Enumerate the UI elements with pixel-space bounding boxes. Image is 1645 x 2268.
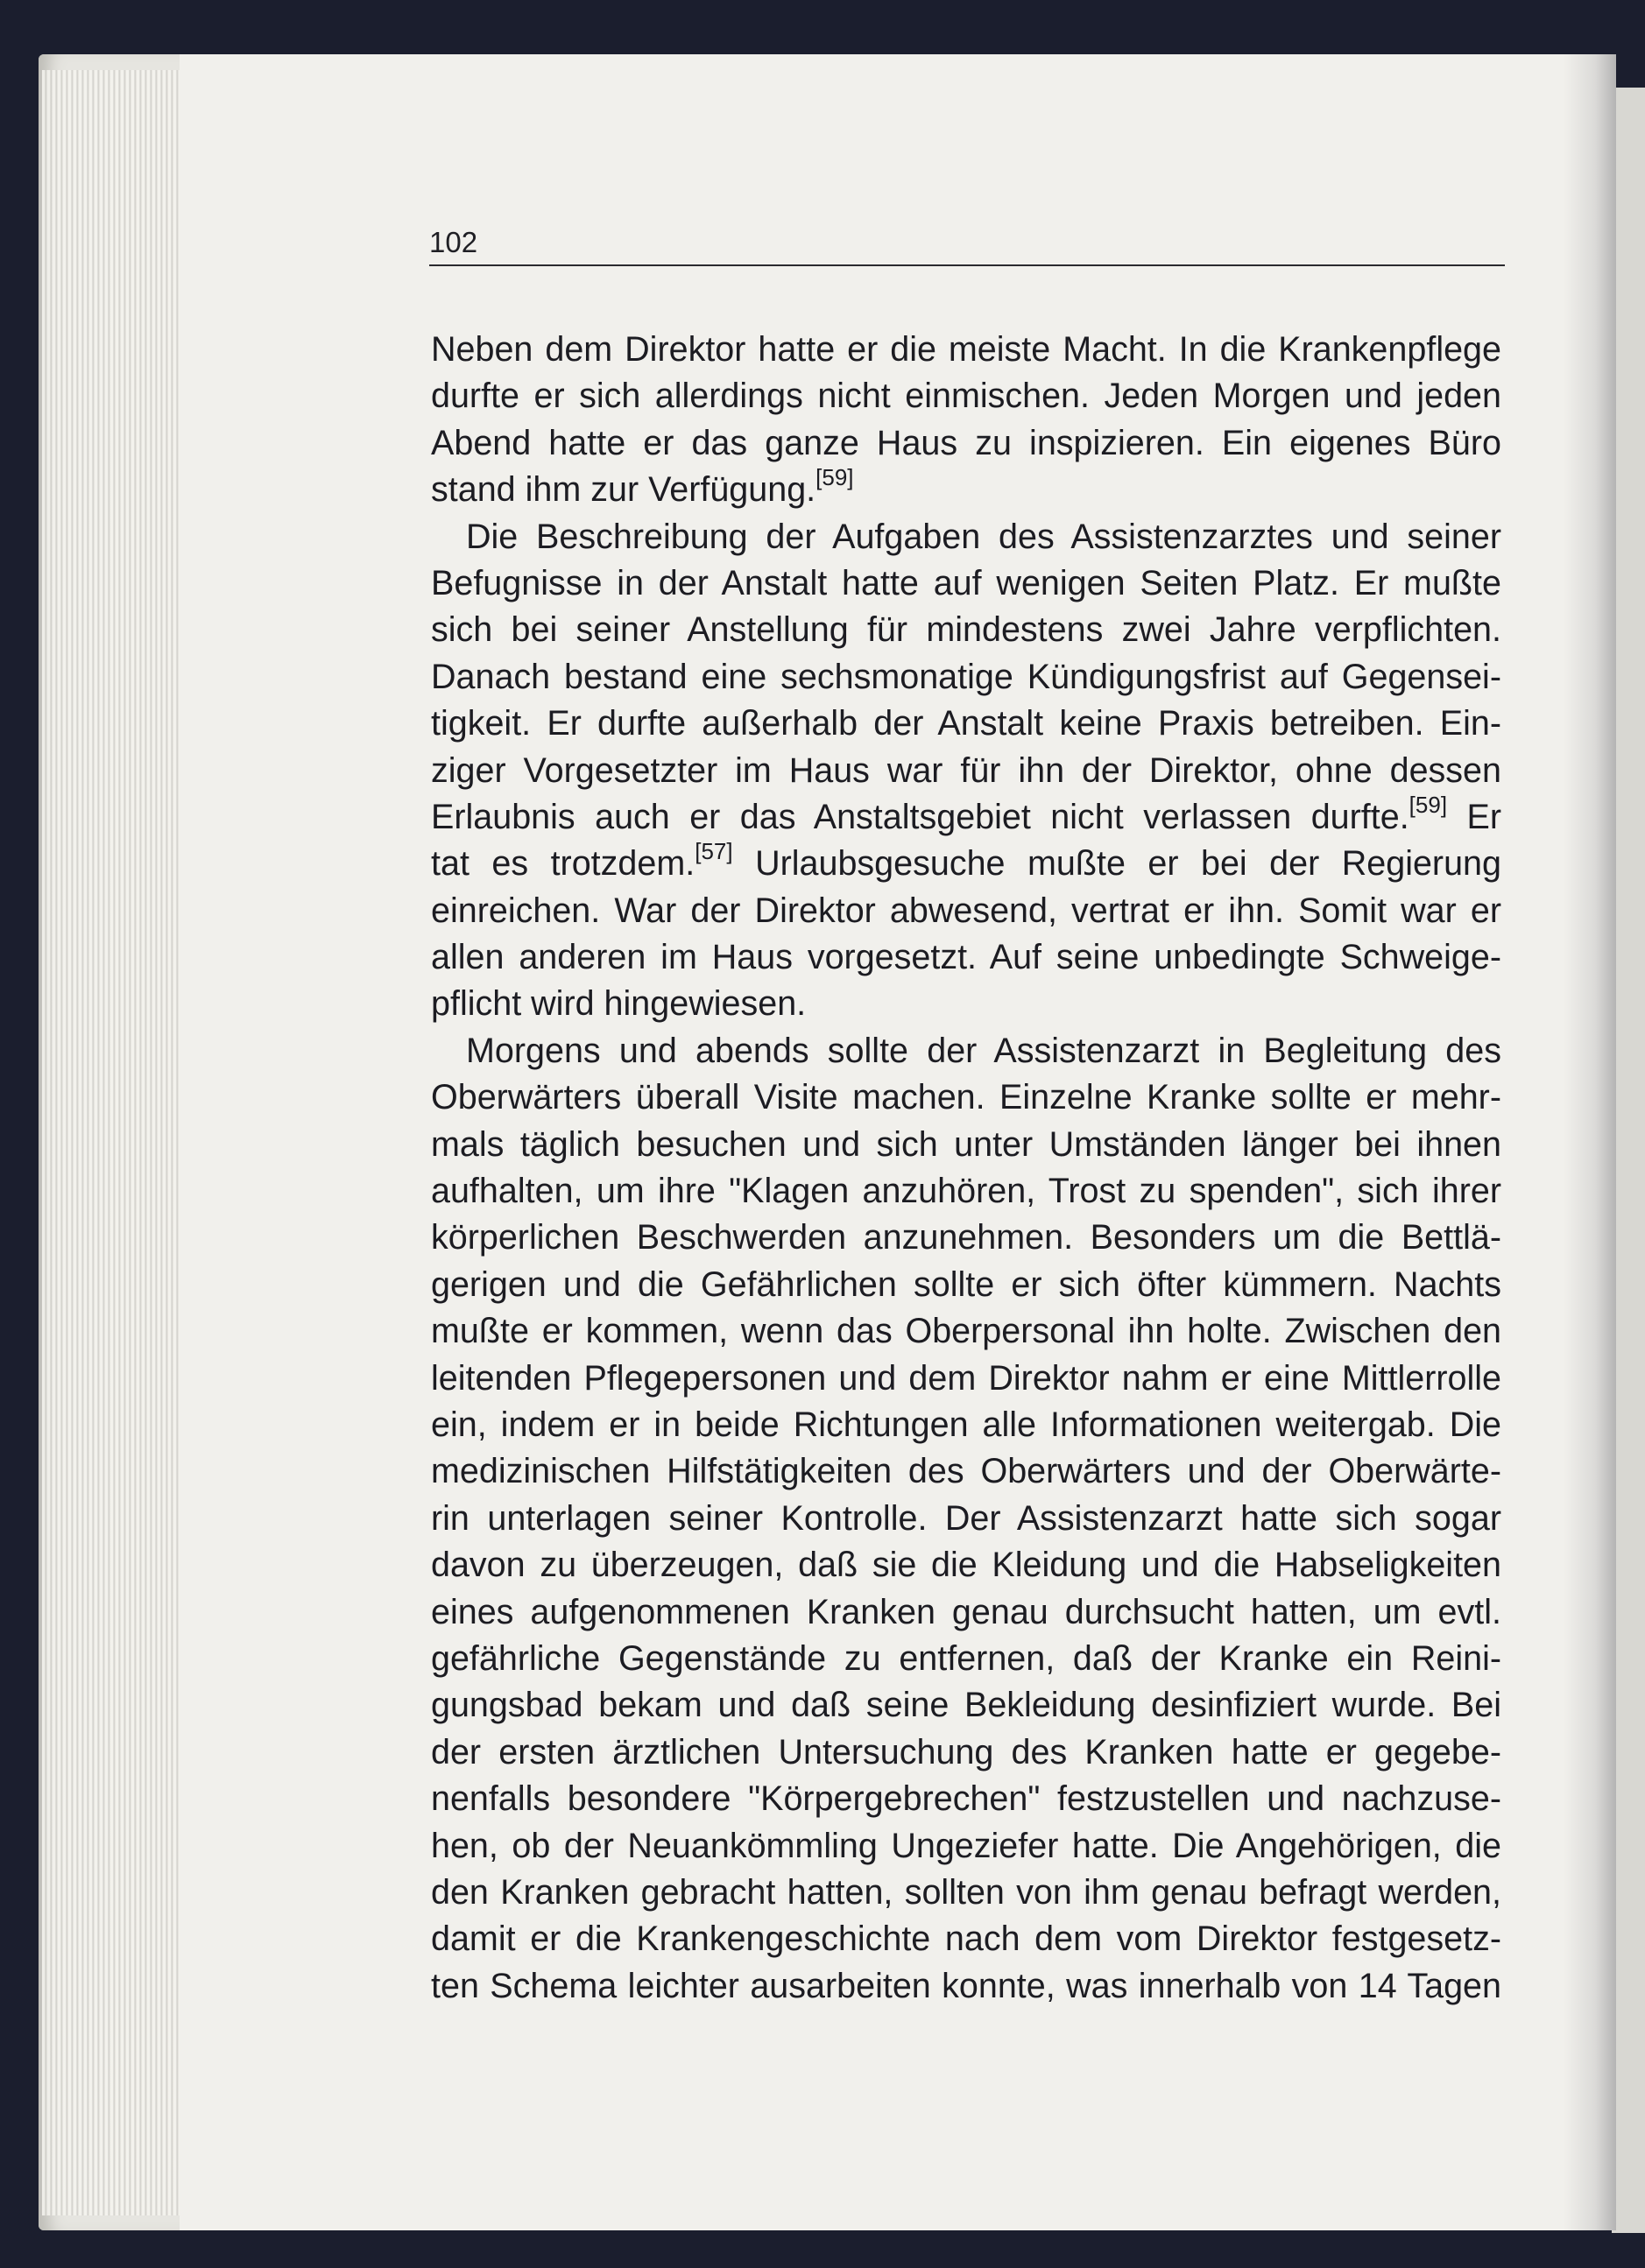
- line-text: mußte er kommen, wenn das Oberpersonal ihn holte. Zwischen den: [431, 1312, 1501, 1351]
- line-text: allen anderen im Haus vorgesetzt. Auf seine unbedingte Schweige-: [431, 938, 1501, 977]
- text-line: [431, 1636, 1501, 1682]
- text-line: [431, 1028, 1501, 1074]
- text-line: [431, 327, 1501, 373]
- line-text: damit er die Krankengeschichte nach dem vom Direktor festgesetz-: [431, 1919, 1501, 1959]
- text-line: [431, 607, 1501, 653]
- text-line: [431, 1262, 1501, 1308]
- text-line: [431, 1823, 1501, 1870]
- line-text: gungsbad bekam und daß seine Bekleidung desinfiziert wurde. Bei: [431, 1686, 1501, 1725]
- text-line: [431, 560, 1501, 607]
- line-text: ziger Vorgesetzter im Haus war für ihn der Direktor, ohne dessen: [431, 750, 1501, 790]
- text-line: [431, 1074, 1501, 1121]
- text-line: [431, 514, 1501, 560]
- line-text: medizinischen Hilfstätigkeiten des Oberwärters und der Oberwärte-: [431, 1452, 1501, 1491]
- text-line: [431, 791, 1501, 841]
- text-line: [431, 654, 1501, 701]
- text-line: [431, 888, 1501, 934]
- citation-ref: [59]: [815, 464, 854, 491]
- line-text: nenfalls besondere "Körpergebrechen" festzustellen und nachzuse-: [431, 1779, 1501, 1819]
- line-text: durfte er sich allerdings nicht einmischen. Jeden Morgen und jeden: [431, 377, 1501, 416]
- text-line: [431, 1402, 1501, 1448]
- line-text: gerigen und die Gefährlichen sollte er sich öfter kümmern. Nachts: [431, 1264, 1501, 1304]
- text-line: [431, 1870, 1501, 1916]
- text-line: [431, 1542, 1501, 1588]
- line-text: Neben dem Direktor hatte er die meiste Macht. In die Krankenpflege: [431, 330, 1501, 369]
- line-text: Erlaubnis auch er das Anstaltsgebiet nicht verlassen durfte.: [431, 797, 1409, 836]
- line-text: gefährliche Gegenstände zu entfernen, daß der Kranke ein Reini-: [431, 1638, 1501, 1678]
- facing-page-edge: [1612, 88, 1645, 2233]
- text-line: [431, 464, 1501, 513]
- text-line: [431, 1122, 1501, 1168]
- text-line: [431, 1308, 1501, 1355]
- line-text: einreichen. War der Direktor abwesend, vertrat er ihn. Somit war er: [431, 891, 1501, 930]
- line-text: tat es trotzdem.: [431, 844, 695, 884]
- line-text: Befugnisse in der Anstalt hatte auf wenigen Seiten Platz. Er mußte: [431, 563, 1501, 602]
- text-line: [431, 838, 1501, 887]
- text-line: [431, 1729, 1501, 1776]
- text-line: [431, 420, 1501, 467]
- line-text: tigkeit. Er durfte außerhalb der Anstalt keine Praxis betreiben. Ein-: [431, 704, 1501, 743]
- text-line: [431, 1496, 1501, 1542]
- text-line: [431, 934, 1501, 981]
- citation-ref: [57]: [695, 838, 733, 865]
- text-line: [431, 981, 1501, 1027]
- line-text: aufhalten, um ihre "Klagen anzuhören, Trost zu spenden", sich ihrer: [431, 1172, 1501, 1211]
- line-text: Morgens und abends sollte der Assistenzarzt in Begleitung des: [466, 1031, 1501, 1070]
- line-text: sich bei seiner Anstellung für mindestens zwei Jahre verpflichten.: [431, 610, 1501, 650]
- text-line: [431, 748, 1501, 794]
- text-line: [431, 1963, 1501, 2010]
- line-text: stand ihm zur Verfügung.: [431, 470, 816, 510]
- text-line: [431, 1682, 1501, 1729]
- body-text: [431, 327, 1501, 2010]
- spine-shadow: [1564, 54, 1616, 2230]
- citation-ref: [59]: [1408, 791, 1448, 818]
- line-text: davon zu überzeugen, daß sie die Kleidung und die Habseligkeiten: [431, 1546, 1501, 1585]
- line-text-after: Er: [1447, 797, 1501, 836]
- text-line: [431, 701, 1501, 747]
- line-text: ein, indem er in beide Richtungen alle Informationen weitergab. Die: [431, 1405, 1501, 1444]
- line-text: mals täglich besuchen und sich unter Umständen länger bei ihnen: [431, 1124, 1501, 1164]
- text-line: [431, 1356, 1501, 1402]
- line-text: eines aufgenommenen Kranken genau durchsucht hatten, um evtl.: [431, 1592, 1501, 1631]
- text-line: [431, 1916, 1501, 1962]
- text-line: [431, 1448, 1501, 1495]
- text-line: [431, 1776, 1501, 1822]
- line-text: Die Beschreibung der Aufgaben des Assistenzarztes und seiner: [466, 517, 1501, 556]
- line-text: leitenden Pflegepersonen und dem Direktor nahm er eine Mittlerrolle: [431, 1358, 1501, 1398]
- text-line: [431, 1589, 1501, 1636]
- line-text-after: Urlaubsgesuche mußte er bei der Regierung: [732, 844, 1501, 884]
- line-text: Oberwärters überall Visite machen. Einzelne Kranke sollte er mehr-: [431, 1078, 1501, 1117]
- line-text: den Kranken gebracht hatten, sollten von ihm genau befragt werden,: [431, 1872, 1501, 1912]
- line-text: pflicht wird hingewiesen.: [431, 984, 807, 1024]
- line-text: ten Schema leichter ausarbeiten konnte, was innerhalb von 14 Tagen: [431, 1966, 1501, 2005]
- text-line: [431, 1168, 1501, 1215]
- line-text: rin unterlagen seiner Kontrolle. Der Assistenzarzt hatte sich sogar: [431, 1498, 1501, 1538]
- page-number: 102: [429, 226, 478, 258]
- line-text: Abend hatte er das ganze Haus zu inspizieren. Ein eigenes Büro: [431, 423, 1501, 462]
- text-line: [431, 373, 1501, 419]
- line-text: der ersten ärztlichen Untersuchung des Kranken hatte er gegebe-: [431, 1732, 1501, 1771]
- text-line: [431, 1215, 1501, 1261]
- line-text: körperlichen Beschwerden anzunehmen. Besonders um die Bettlä-: [431, 1218, 1501, 1257]
- line-text: Danach bestand eine sechsmonatige Kündigungsfrist auf Gegensei-: [431, 657, 1501, 696]
- line-text: hen, ob der Neuankömmling Ungeziefer hatte. Die Angehörigen, die: [431, 1826, 1501, 1865]
- running-header: [429, 219, 1505, 266]
